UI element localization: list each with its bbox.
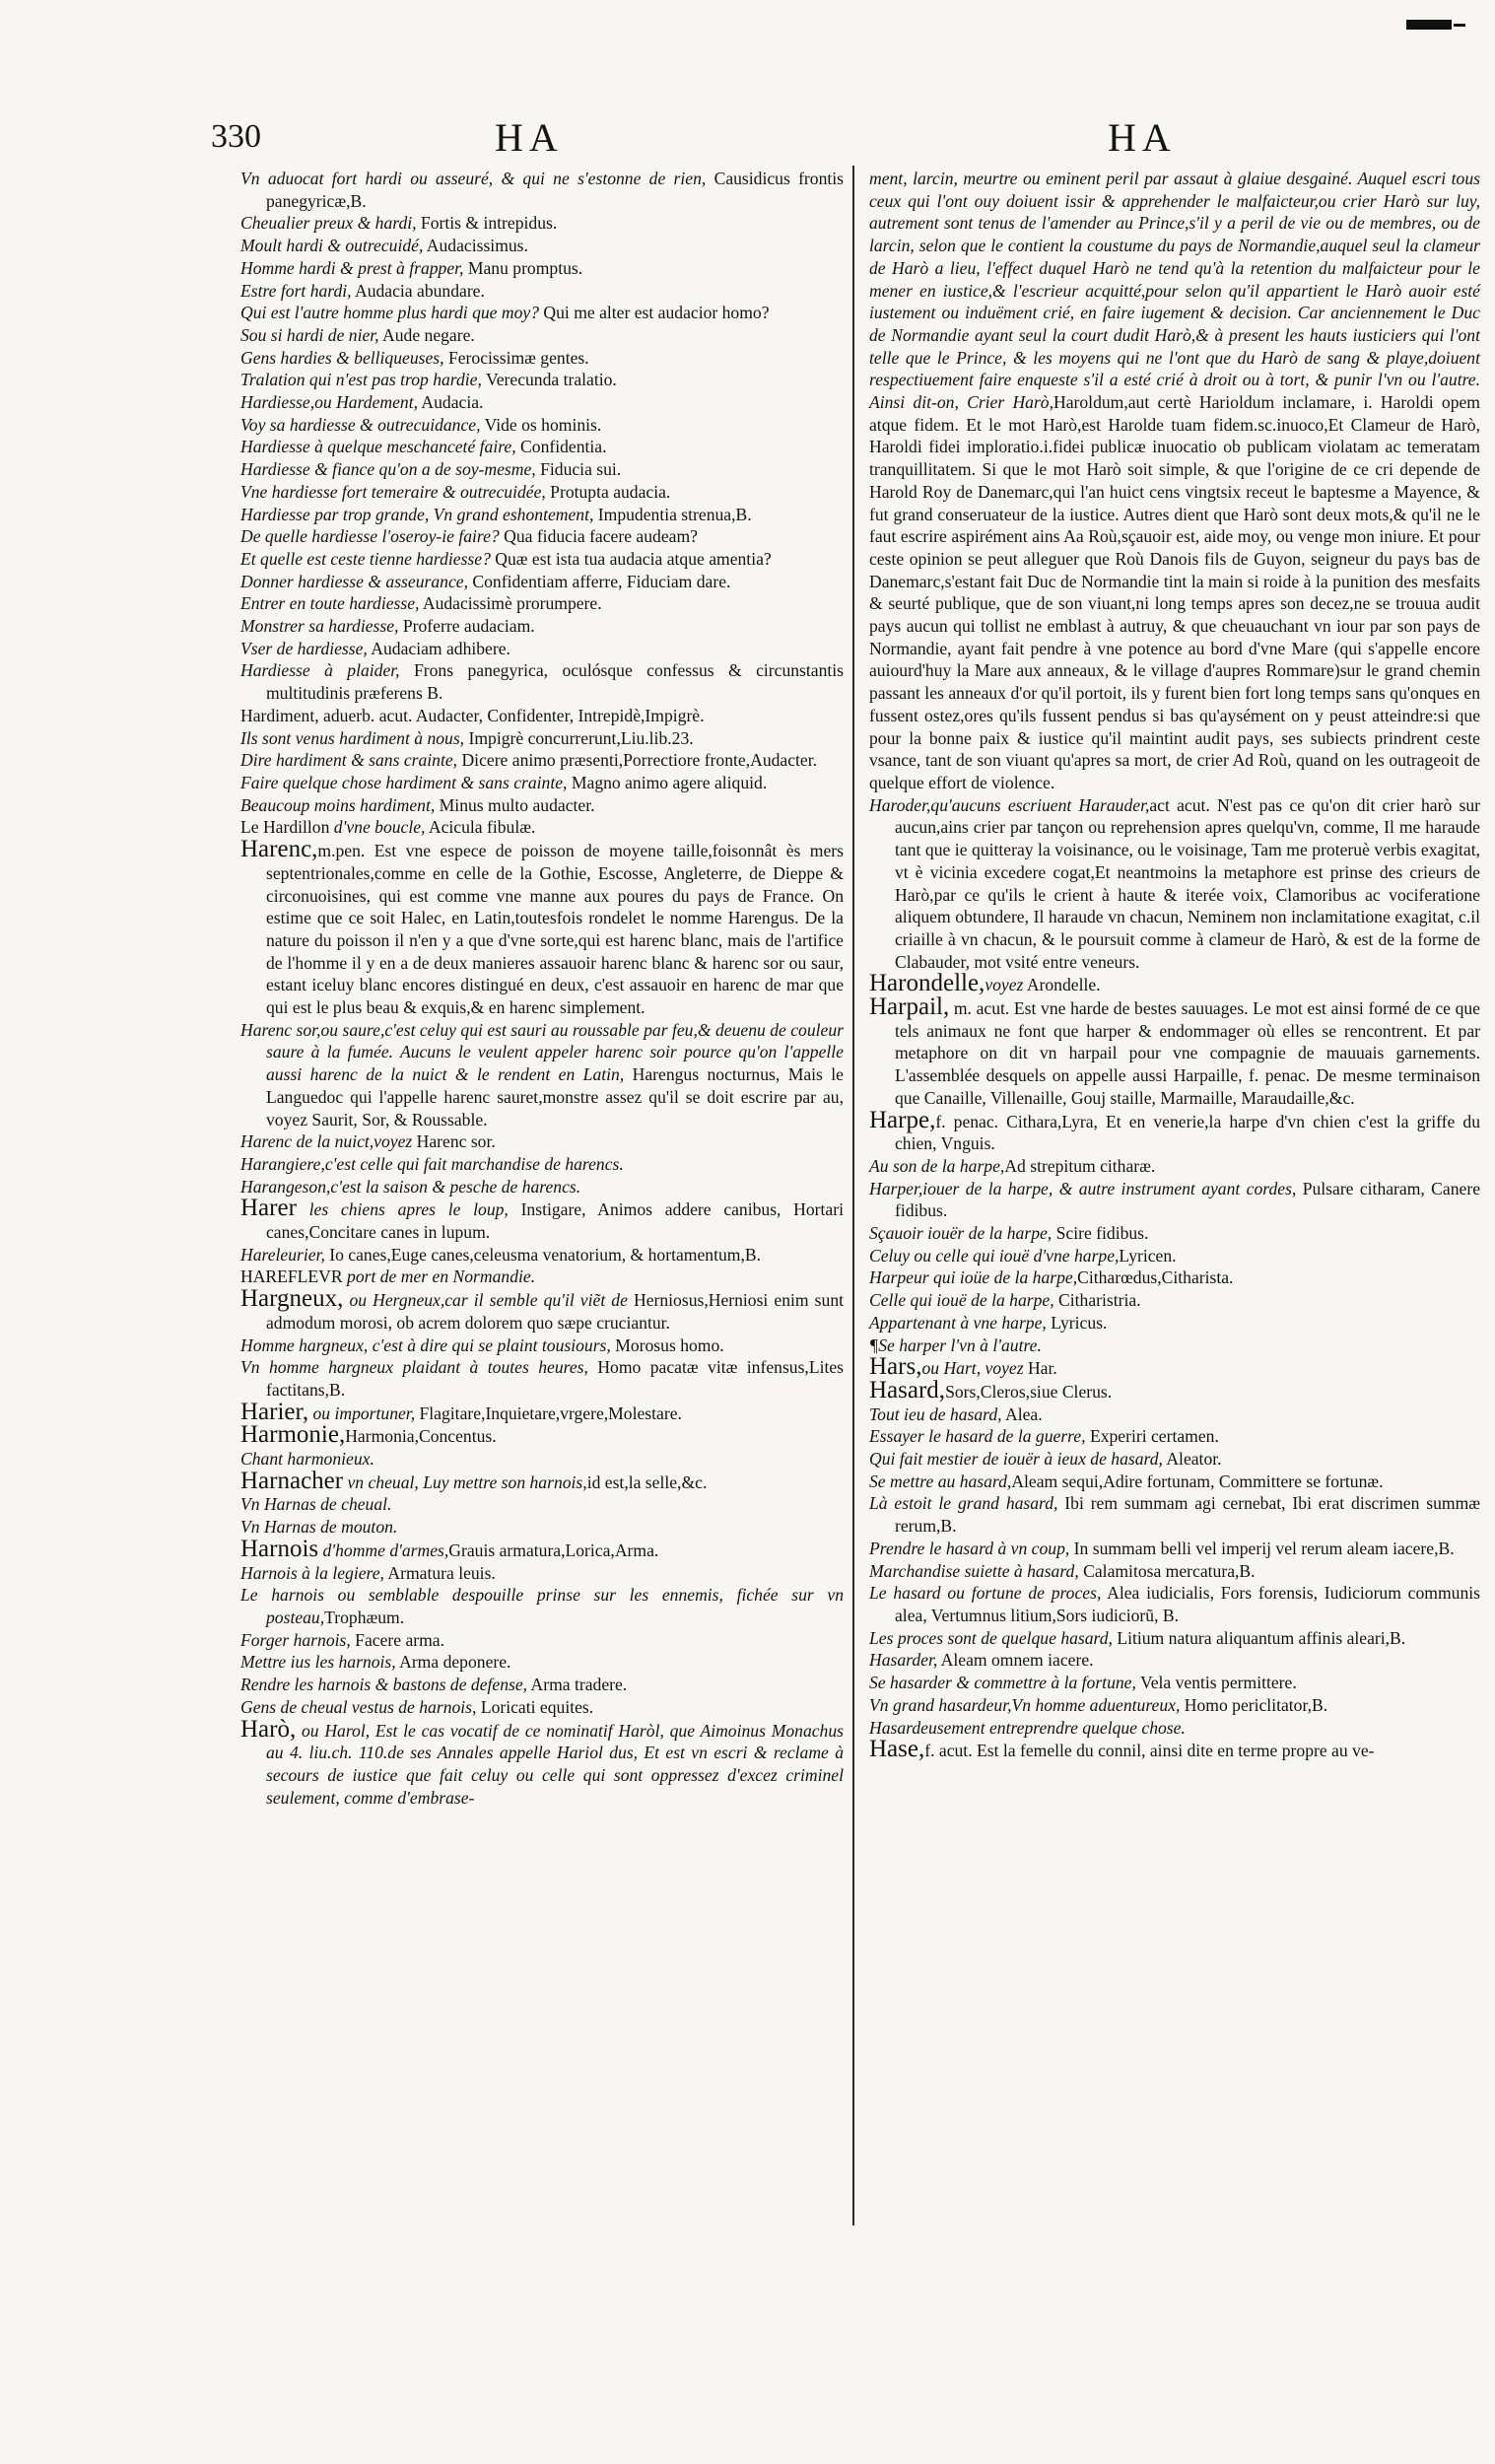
dictionary-entry <box>240 302 844 324</box>
entry-french-text: voyez <box>985 975 1024 995</box>
dictionary-entry <box>240 1516 844 1539</box>
entry-latin-text: Causidicus frontis panegyricæ,B. <box>266 169 844 211</box>
entry-latin-text: Homo periclitator,B. <box>1180 1694 1328 1715</box>
entry-french-text: Se hasarder & commettre à la fortune, <box>869 1673 1136 1693</box>
entry-french-text: Harangiere,c'est celle qui fait marchandise de harencs. <box>240 1153 624 1174</box>
entry-headword: HAREFLEVR <box>240 1266 343 1287</box>
entry-french-text: Hardiesse,ou Hardement, <box>240 392 418 413</box>
entry-latin-text: Ad strepitum citharæ. <box>1004 1155 1156 1176</box>
entry-latin-text: Frons panegyrica, oculósque confessus & circunstantis multitudinis præferens B. <box>266 660 844 704</box>
entry-headword: Hardiment, <box>240 705 319 725</box>
entry-latin-text: Flagitare,Inquietare,vrgere,Molestare. <box>415 1403 682 1423</box>
dictionary-entry <box>240 836 844 1019</box>
entry-latin-text: f. acut. Est la femelle du connil, ainsi dite en terme propre au ve- <box>924 1741 1375 1761</box>
entry-latin-text: aduerb. acut. Audacter, Confidenter, Intrepidè,Impigrè. <box>318 705 705 725</box>
entry-french-text: Voy sa hardiesse & outrecuidance, <box>240 414 481 435</box>
dictionary-entry <box>240 347 844 370</box>
entry-french-text: Harper,iouer de la harpe, & autre instrument ayant cordes, <box>869 1178 1297 1198</box>
entry-french-text: Beaucoup moins hardiment, <box>240 794 436 815</box>
entry-french-text: d'vne boucle, <box>329 817 426 838</box>
entry-french-text: Haroder,qu'aucuns escriuent Harauder, <box>869 794 1150 815</box>
entry-headword: Harenc, <box>240 836 318 863</box>
dictionary-entry <box>240 481 844 504</box>
entry-latin-text: Impigrè concurrerunt,Liu.lib.23. <box>464 727 694 748</box>
entry-french-text: Ils sont venus hardiment à nous, <box>240 727 465 748</box>
entry-french-text: Harenc de la nuict,voyez <box>240 1131 413 1152</box>
entry-latin-text: Audacissimus. <box>423 236 528 256</box>
entry-latin-text: Manu promptus. <box>463 257 583 278</box>
entry-french-text: Les proces sont de quelque hasard, <box>869 1627 1113 1648</box>
page-number: 330 <box>211 118 261 155</box>
entry-latin-text: Morosus homo. <box>610 1335 724 1355</box>
dictionary-entry <box>240 1674 844 1696</box>
entry-french-text: Gens hardies & belliqueuses, <box>240 347 444 368</box>
dictionary-entry <box>240 548 844 571</box>
entry-french-text: Marchandise suiette à hasard, <box>869 1560 1079 1581</box>
dictionary-entry <box>240 1130 844 1153</box>
corner-printer-mark <box>1406 20 1452 30</box>
dictionary-entry <box>240 659 844 704</box>
dictionary-entry <box>240 1019 844 1131</box>
entry-latin-text: Armatura leuis. <box>383 1562 496 1583</box>
entry-latin-text: Dicere animo præsenti,Porrectiore fronte,Audacter. <box>457 750 818 771</box>
entry-french-text: Donner hardiesse & asseurance, <box>240 571 468 591</box>
entry-latin-text: Citharistria. <box>1053 1290 1141 1311</box>
dictionary-entry <box>869 1492 1480 1537</box>
entry-headword: Harier, <box>240 1398 309 1425</box>
entry-headword: Hargneux, <box>240 1285 344 1313</box>
entry-latin-text: Aleam omnem iacere. <box>937 1650 1094 1671</box>
dictionary-entry <box>240 794 844 817</box>
entry-french-text: Et quelle est ceste tienne hardiesse? <box>240 548 491 569</box>
entry-french-text: Celle qui iouë de la harpe, <box>869 1290 1054 1311</box>
entry-french-text: Gens de cheual vestus de harnois, <box>240 1696 477 1717</box>
entry-latin-text: Ibi rem summam agi cernebat, Ibi erat discrimen summæ rerum,B. <box>895 1493 1480 1537</box>
entry-french-text: Vn homme hargneux plaidant à toutes heures, <box>240 1357 588 1378</box>
entry-latin-text: Aleam sequi,Adire fortunam, Committere se fortunæ. <box>1011 1471 1384 1491</box>
entry-headword: Harmonie, <box>240 1421 346 1449</box>
entry-french-text: d'homme d'armes, <box>318 1540 449 1560</box>
entry-latin-text: Lyricen. <box>1119 1245 1177 1266</box>
entry-french-text: Harenc sor,ou saure,c'est celuy qui est sauri au roussable par feu,& deuenu de couleur saure à la fumée. Aucuns le veulent appeler harenc soir pource qu'on l'appelle aussi harenc de la nuict & le rendent en Latin, <box>240 1019 844 1085</box>
dictionary-entry <box>240 504 844 526</box>
entry-french-text: vn cheual, Luy mettre son harnois, <box>343 1472 587 1492</box>
entry-latin-text: Ferocissimæ gentes. <box>443 347 589 368</box>
dictionary-entry <box>240 168 844 212</box>
entry-latin-text: Audaciam adhibere. <box>367 638 510 658</box>
entry-french-text: Cheualier preux & hardi, <box>240 213 417 234</box>
entry-french-text: Tout ieu de hasard, <box>869 1403 1002 1424</box>
entry-french-text: Tralation qui n'est pas trop hardie, <box>240 370 482 390</box>
entry-french-text: Hasardeusement entreprendre quelque chose. <box>869 1717 1186 1738</box>
entry-french-text: ou Hergneux,car il semble qu'il viẽt de <box>343 1290 628 1311</box>
entry-french-text: Hardiesse par trop grande, Vn grand eshontement, <box>240 504 594 524</box>
dictionary-entry <box>240 369 844 391</box>
dictionary-entry <box>869 1627 1480 1650</box>
dictionary-entry <box>869 1266 1480 1289</box>
entry-latin-text: Acicula fibulæ. <box>425 817 536 838</box>
entry-latin-text: Protupta audacia. <box>545 481 671 502</box>
entry-latin-text: m. acut. Est vne harde de bestes sauuages. Le mot est ainsi formé de ce que tels animaux ne font que harper & endommager où elles se rencontrent. Et par metaphore on dit vn harpail pour vne compagnie de mauuais garnements. L'assemblée desquels on appelle aussi Harpaille, f. penac. De mesme terminaison que Canaille, Villenaille, Gouj staille, Marmaille, Maraudaille,&c. <box>895 998 1480 1108</box>
entry-latin-text: Haroldum,aut certè Harioldum inclamare, i. Haroldi opem atque fidem. Et le mot Harò,est Harolde tuam fidem.sc.inuoco,Et Clameur de Harò, Haroldi fidei imploratio.i.fidei publicæ inuocatio ob publicam violatam ac temeratam tranquillitatem. Si que le mot Harò soit simple, & que l'origine de ce cri depende de Harold Roy de Danemarc,qui l'an huict cens vingtsix receut le baptesme a Mayence, & fut grand conseruateur de la iustice. Autres dient que Harò sont deux mots,& qu'il ne le faut escrire aspirément ains Aa Roù,sçauoir est, aide moy, ou venge mon iniure. Et pour ceste opinion se peut alleguer que Roù Danois fils de Guyon, seigneur du pays bas de Danemarc,s'estant fait Duc de Normandie tint la main si roide à la punition des mesfaits & seurté publique, que de son viuant,ni long temps apres son decez,ne se trouua audit pays aucun qui tollist ne emblast à autruy, & que cheuauchant vn iour par son pays de Normandie, ayant fait pendre à vne potence au bord d'vne Mare (qui s'appelle encore auiourd'huy la Mare aux anneaux, & le village d'aupres Rommare)sur le grand chemin passant les anneaux d'or qu'il portoit, ils y furent bien fort long temps sans qu'onques en fussent ostez,ores qu'ils fussent pendus si bas qu'aysément on y peust atteindre:si que pour la bonne paix & iustice qu'il maintint audit pays, ses subiects prindrent ceste vsance, tant de son viuant qu'apres sa mort, de crier Ad Roù, quand on les outrageoit de quelque effort de violence. <box>869 392 1480 792</box>
entry-french-text: Hareleurier, <box>240 1244 325 1265</box>
dictionary-entry <box>869 1694 1480 1717</box>
dictionary-entry <box>240 1467 844 1494</box>
dictionary-entry <box>240 1176 844 1198</box>
entry-latin-text: Io canes,Euge canes,celeusma venatorium, & hortamentum,B. <box>324 1244 761 1265</box>
entry-latin-text: Arma deponere. <box>395 1652 511 1673</box>
entry-latin-text: act acut. N'est pas ce qu'on dit crier harò sur aucun,ains crier par tançon ou reprehension apres quelqu'vn, comme, Il me haraude tant que ie quitteray la voisinance, ou le voisinage, Tam me proteruè verbis exagitat, vt è vicinia excedere cogat,Et neantmoins la metaphore est prinse des crieurs de Harò,par ce qu'ils le crient à haute & iterée voix, Clamoribus ac vociferatione aliquem obtundere, Il haraude vn chacun, Neminem non inclamitatione exagitat, c.il criaille à vn chacun, & le poursuit comme à clameur de Harò, & est de la forme de Clabauder, mot vsité entre veneurs. <box>895 794 1480 972</box>
dictionary-entry <box>869 1353 1480 1381</box>
entry-latin-text: Alea iudicialis, Fors forensis, Iudiciorum communis alea, Vertumnus litium,Sors iudiciorũ, B. <box>895 1583 1480 1625</box>
dictionary-entry <box>869 1736 1480 1763</box>
entry-headword: Hasard, <box>869 1376 946 1403</box>
entry-headword: Hars, <box>869 1353 922 1381</box>
entry-latin-text: m.pen. Est vne espece de poisson de moyene taille,foisonnât ès mers septentrionales,comme en celle de la Gothie, Escosse, Angleterre, de Dieppe & circonuoisines, qui est comme vne manne aux poures du pays de France. On estime que ce soit Halec, en Latin,toutesfois rondelet le nomme Harengus. De la nature du poisson il n'en y a que d'vne sorte,qui est harenc blanc, mais de l'artifice de l'homme il y en a de deux manieres assauoir harenc blanc & harenc sor ou saur, estant iceluy blanc encores distingué en deux, c'est assauoir en harenc de mar que qui est le plus beau & exquis,& en harenc simplement. <box>266 841 844 1018</box>
entry-latin-text: Minus multo audacter. <box>435 794 595 815</box>
dictionary-entry <box>240 280 844 303</box>
dictionary-entry <box>869 1448 1480 1471</box>
dictionary-entry <box>240 772 844 794</box>
dictionary-entry <box>240 1651 844 1674</box>
dictionary-entry <box>240 436 844 458</box>
entry-french-text: Hardiesse à quelque meschanceté faire, <box>240 437 516 457</box>
running-head-right: HA <box>1108 115 1177 160</box>
entry-french-text: Homme hargneux, c'est à dire qui se plaint tousiours, <box>240 1335 611 1355</box>
entry-latin-text: Homo pacatæ vitæ infensus,Lites factitans,B. <box>266 1357 845 1400</box>
entry-latin-text: Fiducia sui. <box>535 459 622 480</box>
dictionary-entry <box>869 1335 1480 1357</box>
left-column <box>240 168 844 1809</box>
dictionary-entry <box>240 615 844 638</box>
entry-latin-text: Harenc sor. <box>412 1131 496 1152</box>
entry-french-text: Vne hardiesse fort temeraire & outrecuidée, <box>240 481 546 502</box>
entry-latin-text: Har. <box>1023 1358 1057 1379</box>
entry-french-text: Hardiesse & fiance qu'on a de soy-mesme, <box>240 459 536 480</box>
entry-french-text: Monstrer sa hardiesse, <box>240 616 399 637</box>
entry-headword: Harnacher <box>240 1467 344 1494</box>
entry-latin-text: Vide os hominis. <box>480 414 602 435</box>
dictionary-entry <box>240 1285 845 1334</box>
entry-headword: Harò, <box>240 1715 297 1743</box>
entry-french-text: Là estoit le grand hasard, <box>869 1493 1058 1514</box>
entry-latin-text: Lyricus. <box>1046 1312 1108 1333</box>
entry-latin-text: Harmonia,Concentus. <box>345 1426 497 1447</box>
dictionary-entry <box>240 749 844 772</box>
entry-latin-text: Scire fidibus. <box>1052 1223 1149 1244</box>
entry-french-text: Vn aduocat fort hardi ou asseuré, & qui ne s'estonne de rien, <box>240 169 707 188</box>
entry-french-text: Chant harmonieux. <box>240 1449 374 1470</box>
entry-latin-text: Citharœdus,Citharista. <box>1077 1267 1234 1288</box>
entry-french-text: ou importuner, <box>308 1403 416 1423</box>
entry-french-text: Celuy ou celle qui iouë d'vne harpe, <box>869 1245 1120 1266</box>
entry-latin-text: Arma tradere. <box>527 1675 628 1695</box>
dictionary-entry <box>240 1335 844 1357</box>
dictionary-entry <box>240 1153 844 1176</box>
entry-latin-text: Qui me alter est audacior homo? <box>539 303 770 323</box>
entry-latin-text: Alea. <box>1001 1403 1043 1424</box>
entry-french-text: ou Harol, Est le cas vocatif de ce nominatif Haròl, que Aimoinus Monachus au 4. liu.ch. 110.de ses Annales appelle Hariol dus, Et est vn escri & reclame à secours de iustice que fait celuy ou celle qui sont oppressez d'excez criminel seulement, comme d'embrase- <box>266 1720 844 1808</box>
entry-latin-text: Pulsare citharam, Canere fidibus. <box>895 1178 1480 1221</box>
entry-french-text: De quelle hardiesse l'oseroy-ie faire? <box>240 526 500 547</box>
entry-french-text: Forger harnois, <box>240 1629 351 1650</box>
entry-french-text: Harnois à la legiere, <box>240 1562 384 1583</box>
entry-french-text: Mettre ius les harnois, <box>240 1652 396 1673</box>
dictionary-entry <box>869 794 1480 974</box>
entry-french-text: Sou si hardi de nier, <box>240 324 379 345</box>
dictionary-entry <box>240 1356 844 1401</box>
dictionary-entry <box>240 525 844 548</box>
entry-french-text: Faire quelque chose hardiment & sans crainte, <box>240 772 568 792</box>
dictionary-entry <box>240 1535 844 1562</box>
entry-french-text: Vn Harnas de mouton. <box>240 1517 398 1538</box>
dictionary-entry <box>869 1672 1480 1694</box>
entry-french-text: Vn Harnas de cheual. <box>240 1494 392 1515</box>
dictionary-entry <box>869 970 1480 997</box>
entry-headword: Harondelle, <box>869 970 985 997</box>
dictionary-entry <box>869 1582 1480 1626</box>
dictionary-entry <box>869 1106 1480 1155</box>
column-divider <box>852 166 854 2225</box>
dictionary-entry <box>869 1222 1480 1245</box>
entry-french-text: Au son de la harpe, <box>869 1155 1005 1176</box>
entry-headword: Hase, <box>869 1736 925 1763</box>
entry-french-text: ment, larcin, meurtre ou eminent peril par assaut à glaiue desgainé. Auquel escri tous ceux qui l'ont ouy doiuent issir & apprehender le malfaicteur,ou crier Harò sur luy, autrement sont tenus de l'amender au Prince,s'il y a peril de vie ou de membres, ou de larcin, selon que le contient la coustume du pays de Normandie,auquel seul la clameur de Harò a lieu, l'effect duquel Harò ne tend qu'à la retention du malfaicteur pour le mener en iustice,& l'escrieur acquitté,pour selon qu'il appartient le Harò auoir esté iustement ou induëment crié, en faire iugement & decision. Car anciennement le Duc de Normandie ayant seul la court dudit Harò,& à present les hauts iusticiers qui l'ont telle que le Prince, & les moyens qui ne l'ont que du Harò de sang & playe,doiuent respectiuement faire enqueste s'il a esté crié à droit ou à tort, & punir l'vn ou l'autre. Ainsi dit-on, Crier Harò, <box>869 169 1480 413</box>
entry-french-text: port de mer en Normandie. <box>342 1266 536 1287</box>
entry-latin-text: Impudentia strenua,B. <box>593 504 752 524</box>
entry-french-text: Appartenant à vne harpe, <box>869 1312 1047 1333</box>
entry-latin-text: Qua fiducia facere audeam? <box>499 526 698 547</box>
dictionary-entry <box>240 235 844 257</box>
dictionary-entry <box>240 257 844 280</box>
dictionary-entry <box>240 727 844 750</box>
dictionary-entry <box>240 1195 844 1243</box>
dictionary-entry <box>869 1155 1480 1178</box>
entry-latin-text: Trophæum. <box>324 1608 405 1627</box>
dictionary-entry <box>240 1696 844 1719</box>
dictionary-entry <box>869 168 1480 794</box>
dictionary-entry <box>869 1312 1480 1335</box>
dictionary-entry <box>240 571 844 593</box>
entry-french-text: Se mettre au hasard, <box>869 1471 1012 1491</box>
dictionary-entry <box>240 212 844 235</box>
entry-french-text: Le hasard ou fortune de proces, <box>869 1583 1102 1604</box>
entry-french-text: les chiens apres le loup, <box>296 1199 509 1220</box>
entry-latin-text: Litium natura aliquantum affinis aleari,B. <box>1112 1627 1406 1648</box>
dictionary-entry <box>869 1245 1480 1267</box>
entry-french-text: Vn grand hasardeur,Vn homme aduentureux, <box>869 1694 1181 1715</box>
entry-latin-text: Magno animo agere aliquid. <box>567 772 768 792</box>
dictionary-entry <box>869 1376 1480 1403</box>
dictionary-entry <box>869 1178 1480 1222</box>
entry-french-text: Entrer en toute hardiesse, <box>240 593 420 614</box>
entry-headword: Harpail, <box>869 993 950 1021</box>
entry-headword: Harpe, <box>869 1106 936 1133</box>
dictionary-entry <box>869 1649 1480 1672</box>
dictionary-entry <box>240 391 844 414</box>
entry-french-text: Harpeur qui ioüe de la harpe, <box>869 1267 1078 1288</box>
dictionary-entry <box>869 1717 1480 1740</box>
dictionary-entry <box>240 1629 844 1652</box>
dictionary-entry <box>869 1403 1480 1426</box>
running-head-left: HA <box>495 115 564 160</box>
dictionary-entry <box>240 458 844 481</box>
entry-headword: Harnois <box>240 1535 319 1562</box>
entry-latin-text: Confidentia. <box>515 437 607 457</box>
dictionary-entry <box>869 1471 1480 1493</box>
dictionary-entry <box>240 592 844 615</box>
dictionary-entry <box>869 1289 1480 1312</box>
dictionary-entry <box>869 1560 1480 1583</box>
entry-latin-text: Audacissimè prorumpere. <box>419 593 602 614</box>
entry-latin-text: Proferre audaciam. <box>398 616 535 637</box>
dictionary-entry <box>240 414 844 437</box>
entry-french-text: ¶Se harper l'vn à l'autre. <box>869 1335 1042 1355</box>
entry-latin-text: f. penac. Cithara,Lyra, Et en venerie,la harpe d'vn chien c'est la griffe du chien, Vnguis. <box>895 1111 1480 1154</box>
entry-french-text: Qui est l'autre homme plus hardi que moy? <box>240 303 539 323</box>
dictionary-entry <box>240 1244 844 1266</box>
entry-french-text: Hasarder, <box>869 1650 938 1671</box>
entry-latin-text: Arondelle. <box>1023 975 1101 995</box>
entry-latin-text: In summam belli vel imperij vel rerum aleam iacere,B. <box>1069 1538 1455 1558</box>
dictionary-entry <box>240 324 844 347</box>
dictionary-entry <box>240 1715 844 1810</box>
entry-latin-text: id est,la selle,&c. <box>586 1472 708 1492</box>
entry-french-text: Vser de hardiesse, <box>240 638 368 658</box>
entry-latin-text: Aude negare. <box>378 324 475 345</box>
entry-french-text: Sçauoir iouër de la harpe, <box>869 1223 1053 1244</box>
dictionary-entry <box>869 993 1480 1110</box>
entry-latin-text: Audacia. <box>417 392 484 413</box>
entry-latin-text: Confidentiam afferre, Fiduciam dare. <box>467 571 731 591</box>
dictionary-entry <box>240 1562 844 1585</box>
entry-latin-text: Sors,Cleros,siue Clerus. <box>945 1381 1113 1402</box>
dictionary-entry <box>240 1421 844 1449</box>
entry-french-text: ou Hart, voyez <box>921 1358 1024 1379</box>
entry-french-text: Harangeson,c'est la saison & pesche de harencs. <box>240 1176 581 1197</box>
entry-french-text: Homme hardi & prest à frapper, <box>240 257 464 278</box>
entry-headword: Harer <box>240 1195 297 1222</box>
entry-latin-text: Audacia abundare. <box>351 280 485 301</box>
entry-latin-text: Experiri certamen. <box>1085 1426 1219 1447</box>
dictionary-entry <box>240 1584 844 1628</box>
entry-french-text: Hardiesse à plaider, <box>240 660 400 681</box>
entry-french-text: Moult hardi & outrecuidé, <box>240 236 424 256</box>
entry-headword: Le Hardillon <box>240 817 330 838</box>
entry-french-text: Qui fait mestier de iouër à ieux de hasard, <box>869 1449 1163 1470</box>
entry-latin-text: Loricati equites. <box>476 1696 594 1717</box>
dictionary-entry <box>869 1425 1480 1448</box>
dictionary-entry <box>240 1493 844 1516</box>
entry-latin-text: Verecunda tralatio. <box>481 370 617 390</box>
entry-latin-text: Quæ est ista tua audacia atque amentia? <box>490 548 772 569</box>
entry-latin-text: Harengus nocturnus, Mais le Languedoc qui l'appelle harenc sauret,monstre assez qu'il se doit escrire par au, voyez Saurit, Sor, & Roussable. <box>266 1064 844 1129</box>
entry-latin-text: Vela ventis permittere. <box>1135 1673 1297 1693</box>
entry-latin-text: Grauis armatura,Lorica,Arma. <box>448 1540 659 1560</box>
entry-french-text: Le harnois ou semblable despouille prinse sur les ennemis, fichée sur vn posteau, <box>240 1585 844 1627</box>
entry-latin-text: Aleator. <box>1162 1449 1222 1470</box>
entry-latin-text: Calamitosa mercatura,B. <box>1078 1560 1256 1581</box>
entry-french-text: Estre fort hardi, <box>240 280 352 301</box>
entry-french-text: Dire hardiment & sans crainte, <box>240 750 458 771</box>
dictionary-entry <box>240 705 844 727</box>
dictionary-entry <box>240 816 844 839</box>
dictionary-entry <box>240 638 844 660</box>
entry-latin-text: Facere arma. <box>350 1629 445 1650</box>
entry-french-text: Essayer le hasard de la guerre, <box>869 1426 1086 1447</box>
entry-french-text: Rendre les harnois & bastons de defense, <box>240 1675 528 1695</box>
dictionary-entry <box>869 1538 1480 1560</box>
entry-latin-text: Instigare, Animos addere canibus, Hortari canes,Concitare canes in lupum. <box>266 1199 844 1243</box>
entry-latin-text: Fortis & intrepidus. <box>416 213 558 234</box>
entry-french-text: Prendre le hasard à vn coup, <box>869 1538 1070 1558</box>
entry-latin-text: Herniosus,Herniosi enim sunt admodum morosi, ob acrem dolorem quo sæpe cruciantur. <box>266 1290 845 1333</box>
right-column <box>869 168 1480 1762</box>
